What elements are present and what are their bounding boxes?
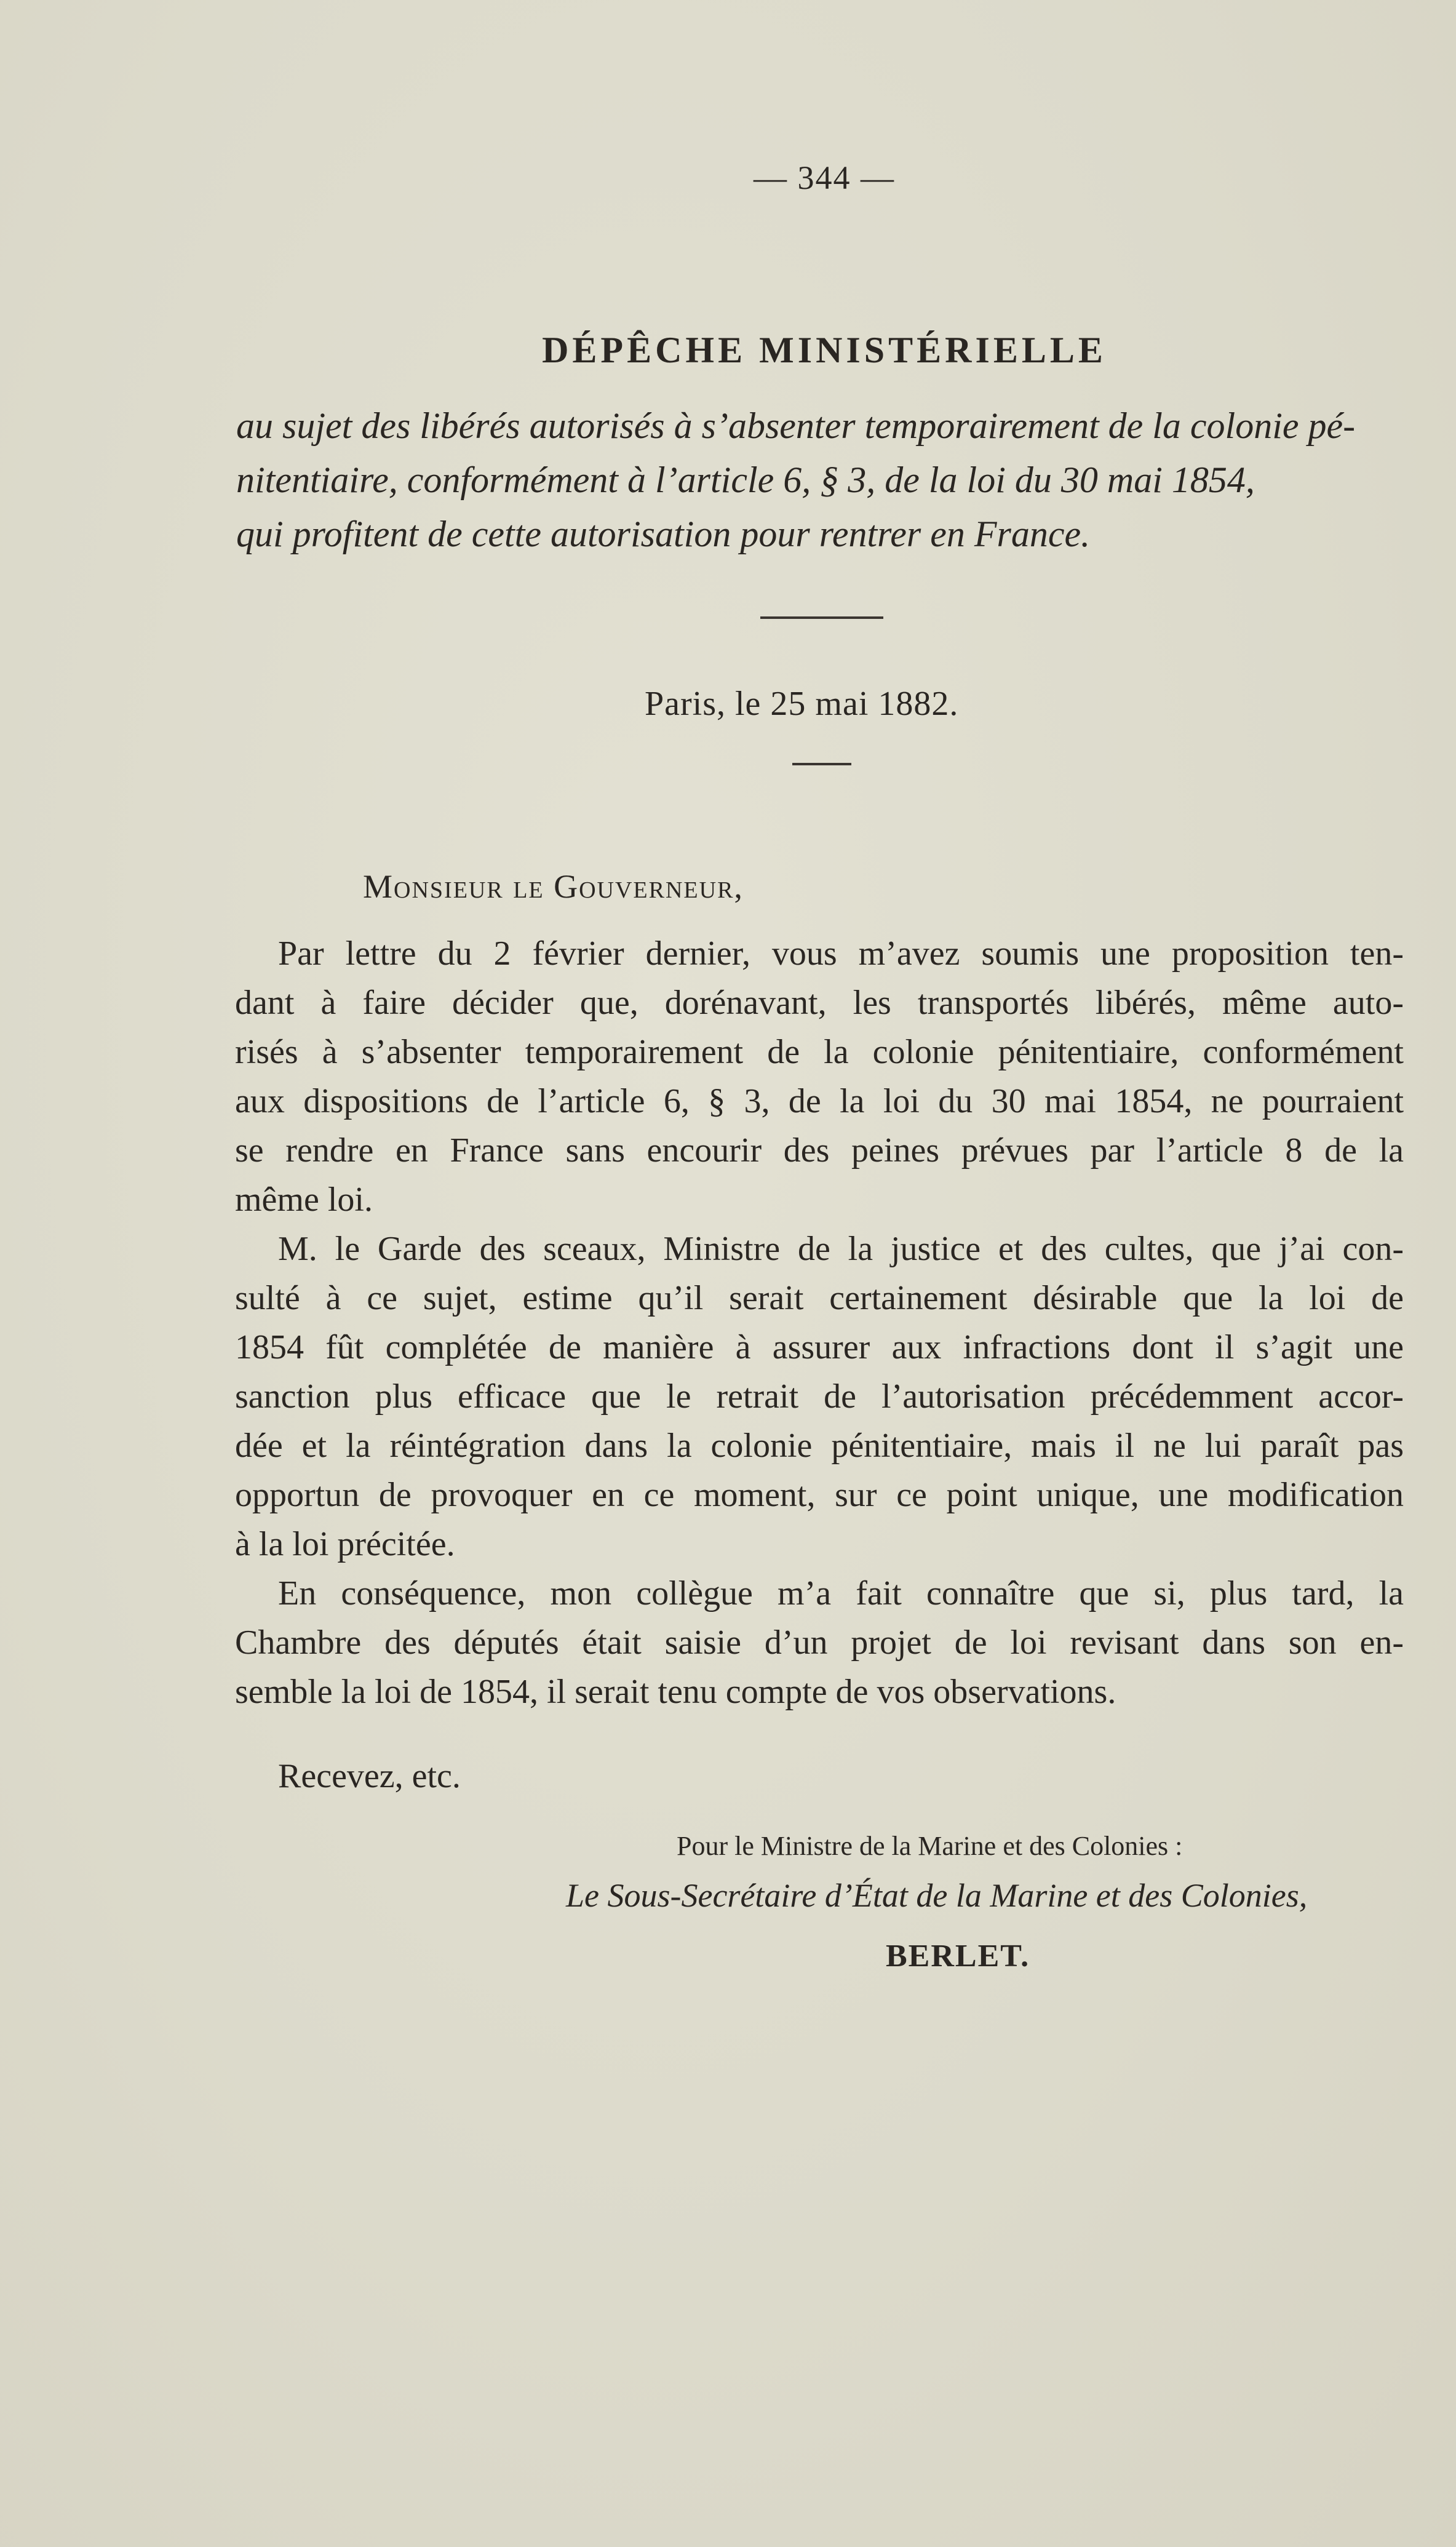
body-line: sanction plus efficace que le retrait de l’autorisation précédemment accor- bbox=[235, 1377, 1404, 1416]
subtitle-line: nitentiaire, conformément à l’article 6, § 3, de la loi du 30 mai 1854, bbox=[236, 460, 1255, 500]
body-line: même loi. bbox=[235, 1181, 373, 1219]
separator-rule bbox=[792, 763, 851, 765]
body-line: Chambre des députés était saisie d’un projet de loi revisant dans son en- bbox=[235, 1624, 1404, 1662]
body-line: à la loi précitée. bbox=[235, 1525, 455, 1563]
signature-line-1: Pour le Ministre de la Marine et des Colonies : bbox=[677, 1831, 1183, 1861]
letter-body bbox=[235, 929, 1404, 1716]
closing-formula: Recevez, etc. bbox=[278, 1757, 461, 1795]
body-line: Par lettre du 2 février dernier, vous m’avez soumis une proposition ten- bbox=[278, 935, 1404, 973]
subtitle-line: qui profitent de cette autorisation pour rentrer en France. bbox=[236, 514, 1091, 554]
page-number: — 344 — bbox=[754, 159, 895, 196]
body-line: semble la loi de 1854, il serait tenu compte de vos observations. bbox=[235, 1673, 1116, 1711]
salutation: Monsieur le Gouverneur, bbox=[363, 868, 744, 905]
signature-line-2: Le Sous-Secrétaire d’État de la Marine et des Colonies, bbox=[566, 1877, 1308, 1914]
body-line: En conséquence, mon collègue m’a fait connaître que si, plus tard, la bbox=[278, 1574, 1404, 1612]
body-line: opportun de provoquer en ce moment, sur ce point unique, une modification bbox=[235, 1476, 1404, 1514]
body-line: dée et la réintégration dans la colonie pénitentiaire, mais il ne lui paraît pas bbox=[235, 1427, 1404, 1465]
body-line: 1854 fût complétée de manière à assurer aux infractions dont il s’agit une bbox=[235, 1328, 1404, 1366]
subtitle-line: au sujet des libérés autorisés à s’absenter temporairement de la colonie pé- bbox=[236, 405, 1356, 446]
body-line: aux dispositions de l’article 6, § 3, de la loi du 30 mai 1854, ne pourraient bbox=[235, 1082, 1404, 1120]
separator-rule bbox=[760, 616, 883, 619]
body-line: sulté à ce sujet, estime qu’il serait certainement désirable que la loi de bbox=[235, 1279, 1404, 1317]
body-line: se rendre en France sans encourir des peines prévues par l’article 8 de la bbox=[235, 1131, 1404, 1170]
date-line: Paris, le 25 mai 1882. bbox=[645, 685, 959, 723]
signatory-name: BERLET. bbox=[886, 1939, 1030, 1974]
body-line: dant à faire décider que, dorénavant, les transportés libérés, même auto- bbox=[235, 984, 1404, 1022]
body-line: M. le Garde des sceaux, Ministre de la justice et des cultes, que j’ai con- bbox=[278, 1230, 1404, 1268]
document-title: DÉPÊCHE MINISTÉRIELLE bbox=[542, 330, 1107, 370]
body-line: risés à s’absenter temporairement de la colonie pénitentiaire, conformément bbox=[235, 1033, 1404, 1071]
document-subtitle bbox=[236, 399, 1405, 561]
